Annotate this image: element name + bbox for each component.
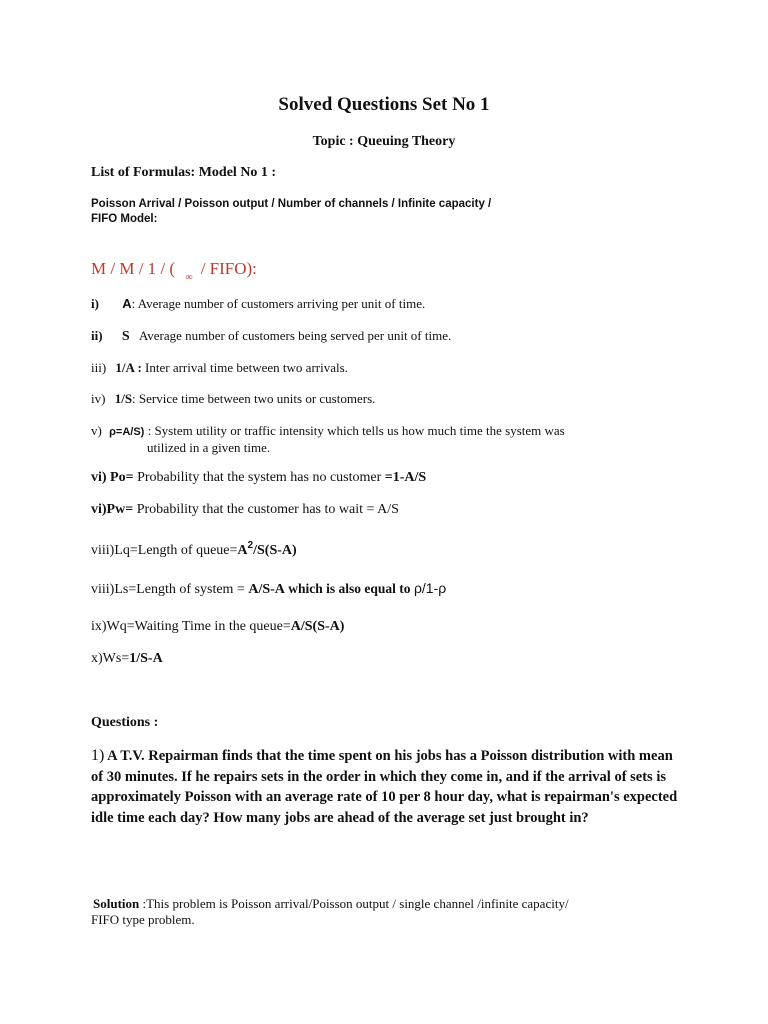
model-description-line1: Poisson Arrival / Poisson output / Number of channels / Infinite capacity / (91, 198, 492, 210)
question-text: A T.V. Repairman finds that the time spent on his jobs has a Poisson distribution with mean of 30 minutes. If he repairs sets in the order in which they come in, and if the arrival of sets is approximately Poisson with an average rate of 10 per 8 hour day, what is repairman's expected idle time each day? How many jobs are ahead of the average set just brought in? (91, 748, 678, 826)
formula-text-mid: which is also equal to (284, 581, 414, 596)
formula-value: A/S-A (248, 582, 285, 597)
formula-row-11 (91, 651, 163, 667)
model-notation (91, 259, 257, 283)
formula-exponent: 2 (247, 540, 254, 551)
formula-value: A/S(S-A) (290, 619, 345, 634)
formula-row-10 (91, 619, 344, 635)
formula-value: /S(S-A) (253, 543, 297, 558)
formula-row-4 (91, 391, 375, 407)
formula-value: =1-A/S (384, 470, 427, 485)
formula-symbol: 1/S (114, 391, 133, 406)
formula-rho: ρ/1-ρ (413, 580, 447, 596)
formula-text: Probability that the customer has to wait = A/S (133, 502, 399, 517)
formula-row-8 (91, 540, 297, 559)
formula-text: Inter arrival time between two arrivals. (145, 360, 348, 375)
solution-text: :This problem is Poisson arrival/Poisson output / single channel /infinite capacity/ (139, 896, 569, 911)
formula-number: i) (91, 296, 99, 311)
solution-label: Solution (93, 896, 140, 911)
formula-text: viii)Lq=Length of queue= (91, 543, 238, 558)
formula-symbol: A (122, 296, 132, 311)
model-description-line2: FIFO Model: (91, 213, 158, 225)
formula-row-1 (91, 296, 425, 312)
infinity-symbol: ∞ (185, 272, 193, 283)
formula-text: x)Ws= (91, 651, 130, 666)
solution-line-1 (93, 896, 569, 912)
formulas-heading: List of Formulas: Model No 1 : (91, 165, 277, 180)
formula-number: ii) (91, 328, 103, 343)
formula-text: : Service time between two units or customers. (132, 391, 376, 406)
topic-subtitle: Topic : Queuing Theory (312, 134, 456, 149)
model-notation-prefix: M / M / 1 / ( (91, 259, 176, 278)
formula-row-3 (91, 360, 348, 376)
formula-text: : Average number of customers arriving per unit of time. (131, 296, 426, 311)
formula-symbol: ρ=A/S) (109, 426, 145, 438)
formula-value: 1/S-A (129, 651, 163, 666)
formula-text: : System utility or traffic intensity which tells us how much time the system was (147, 423, 565, 438)
formula-symbol: S (121, 329, 130, 344)
page-title: Solved Questions Set No 1 (278, 94, 490, 115)
formula-text: Probability that the system has no customer (133, 470, 385, 485)
questions-heading: Questions : (91, 715, 159, 730)
solution-line-2: FIFO type problem. (91, 912, 195, 927)
formula-number: iii) (91, 360, 107, 375)
formula-row-5 (91, 423, 565, 439)
formula-number: vi) Po= (91, 470, 134, 485)
question-number: 1) (91, 747, 105, 764)
formula-text: viii)Ls=Length of system = (91, 582, 249, 597)
question-1 (91, 746, 681, 828)
formula-row-5-continuation: utilized in a given time. (147, 440, 271, 455)
formula-row-6 (91, 470, 426, 486)
formula-row-9 (91, 580, 446, 598)
formula-text: Average number of customers being served per unit of time. (138, 328, 452, 343)
formula-row-7 (91, 502, 399, 518)
formula-number: v) (91, 423, 102, 438)
formula-row-2 (91, 328, 451, 345)
model-notation-suffix: / FIFO): (200, 259, 257, 278)
formula-symbol: A (237, 543, 248, 558)
formula-number: iv) (91, 391, 106, 406)
formula-text: ix)Wq=Waiting Time in the queue= (91, 619, 291, 634)
formula-symbol: 1/A : (115, 360, 142, 375)
formula-number: vi)Pw= (91, 502, 134, 517)
